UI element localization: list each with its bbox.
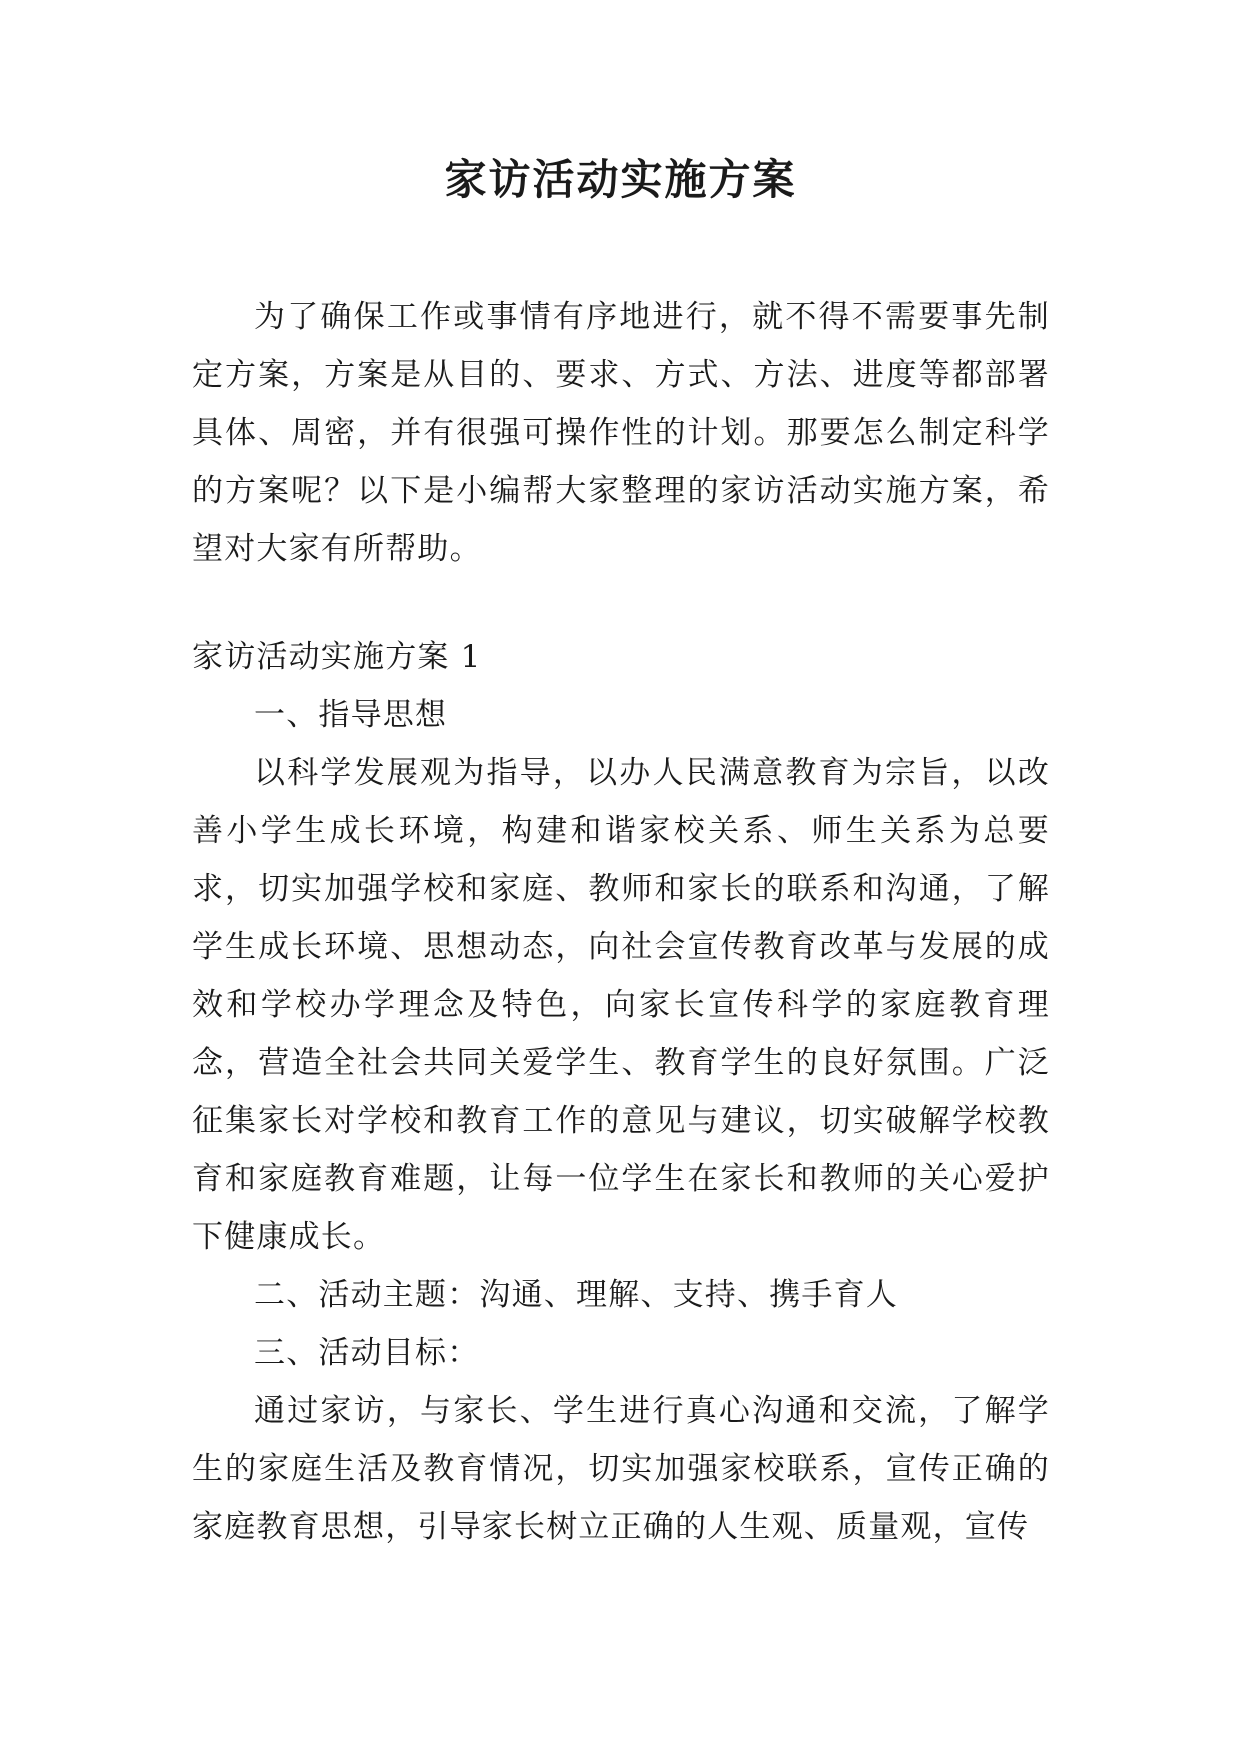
part3-heading: 三、活动目标： [254, 1335, 480, 1371]
part1-body: 以科学发展观为指导，以办人民满意教育为宗旨，以改善小学生成长环境，构建和谐家校关系、师生关系为总要求，切实加强学校和家庭、教师和家长的联系和沟通，了解学生成长环境、思想动态，向社会宣传教育改革与发展的成效和学校办学理念及特色，向家长宣传科学的家庭教育理念，营造全社会共同关爱学生、教育学生的良好氛围。广泛征集家长对学校和教育工作的意见与建议，切实破解学校教育和家庭教育难题，让每一位学生在家长和教师的关心爱护下健康成长。 [192, 755, 1050, 1255]
page-title: 家访活动实施方案 [444, 155, 797, 204]
part3-body: 通过家访，与家长、学生进行真心沟通和交流，了解学生的家庭生活及教育情况，切实加强家校联系，宣传正确的家庭教育思想，引导家长树立正确的人生观、质量观，宣传 [192, 1393, 1050, 1545]
section-title: 家访活动实施方案 1 [192, 639, 482, 675]
part2-heading: 二、活动主题：沟通、理解、支持、携手育人 [254, 1277, 898, 1313]
intro-paragraph: 为了确保工作或事情有序地进行，就不得不需要事先制定方案，方案是从目的、要求、方式、方法、进度等都部署具体、周密，并有很强可操作性的计划。那要怎么制定科学的方案呢？以下是小编帮大家整理的家访活动实施方案，希望对大家有所帮助。 [192, 299, 1050, 567]
document-body [192, 288, 1050, 1556]
part1-heading: 一、指导思想 [254, 697, 448, 733]
